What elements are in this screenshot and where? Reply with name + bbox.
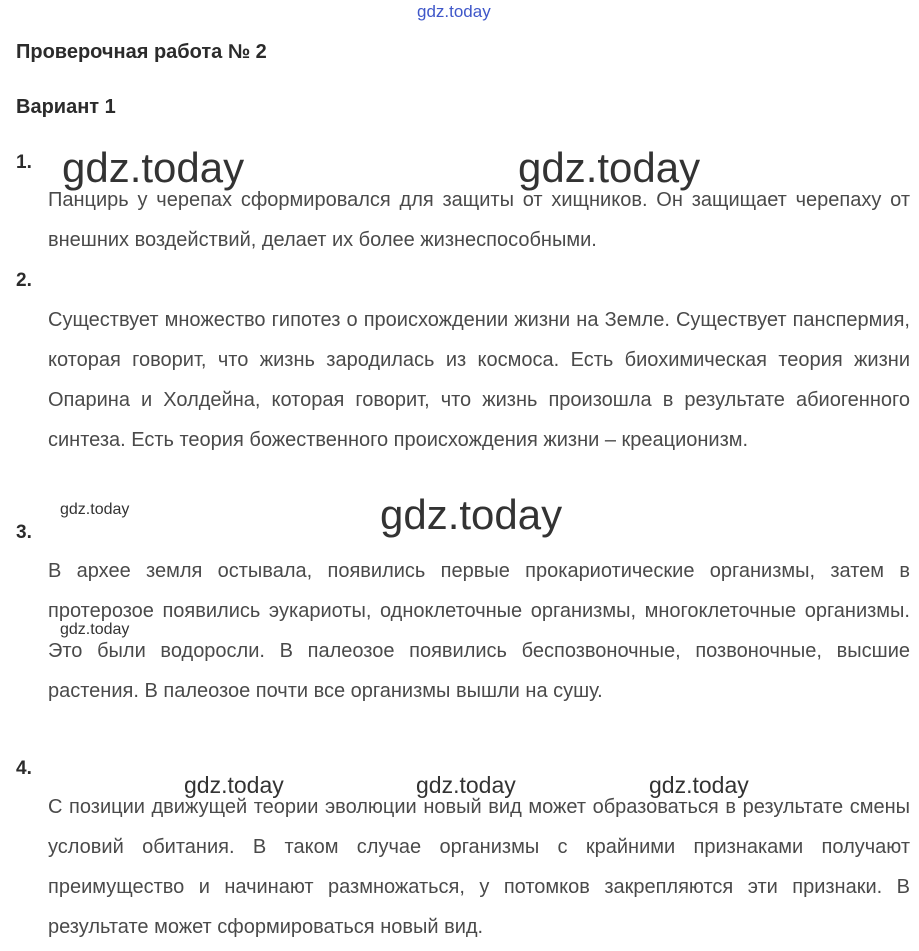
watermark: gdz.today — [380, 491, 563, 538]
answer-text-2: Существует множество гипотез о происхождении жизни на Земле. Существует панспермия, которая говорит, что жизнь зародилась из космоса. Есть биохимическая теория жизни Опарина и Холдейна, которая говорит, что жизнь произошла в результате абиогенного синтеза. Есть теория божественного происхождения жизни – креационизм. — [48, 309, 910, 451]
watermark-top: gdz.today — [417, 2, 491, 21]
watermark: gdz.today — [518, 144, 701, 191]
answer-number-3: 3. — [16, 522, 32, 543]
watermark: gdz.today — [60, 501, 130, 518]
watermark: gdz.today — [62, 144, 245, 191]
watermark: gdz.today — [184, 772, 284, 798]
answer-text-1: Панцирь у черепах сформировался для защиты от хищников. Он защищает черепаху от внешних воздействий, делает их более жизнеспособными. — [48, 189, 910, 251]
answer-number-1: 1. — [16, 152, 32, 173]
answer-text-3: В архее земля остывала, появились первые прокариотические организмы, затем в протерозое появились эукариоты, одноклеточные организмы, многоклеточные организмы. Это были водоросли. В палеозое появились беспозвоночные, позвоночные, высшие растения. В палеозое почти все организмы вышли на сушу. — [48, 560, 910, 702]
watermark: gdz.today — [416, 772, 516, 798]
watermark: gdz.today — [60, 621, 130, 638]
answer-text-4: С позиции движущей теории эволюции новый вид может образоваться в результате смены условий обитания. В таком случае организмы с крайними признаками получают преимущество и начинают размножаться, у потомков закрепляются эти признаки. В результате может сформироваться новый вид. — [48, 796, 910, 938]
answer-number-4: 4. — [16, 758, 32, 779]
variant-title: Вариант 1 — [16, 96, 116, 118]
watermark: gdz.today — [649, 772, 749, 798]
answer-number-2: 2. — [16, 270, 32, 291]
page-title: Проверочная работа № 2 — [16, 41, 267, 63]
